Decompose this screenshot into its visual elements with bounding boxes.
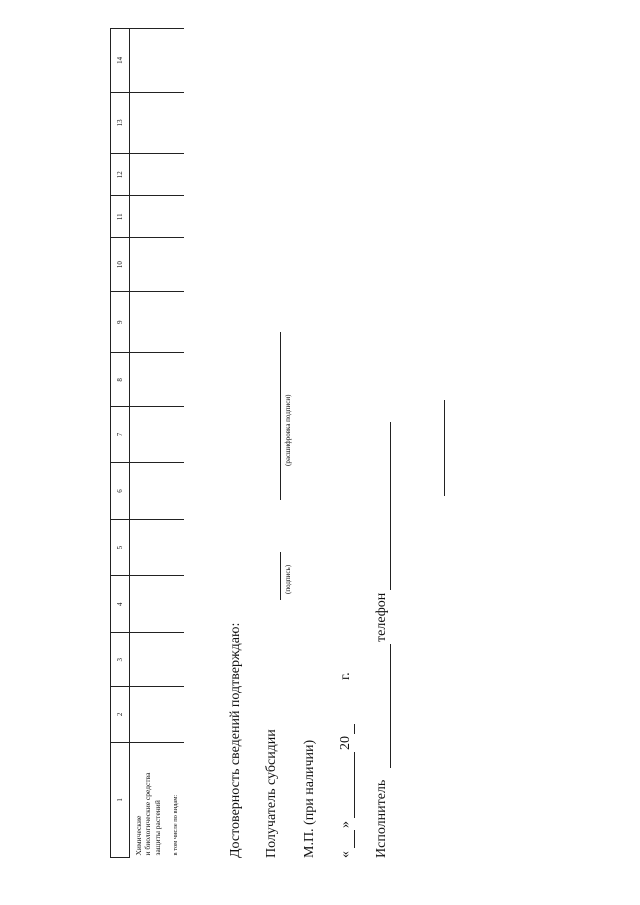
- date-year-suffix: г.: [338, 672, 353, 680]
- column-number-cell: 7: [111, 407, 130, 463]
- subrow-label: в том числе по видам:: [172, 794, 180, 856]
- column-number-cell: 4: [111, 575, 130, 633]
- column-number-cell: 2: [111, 687, 130, 743]
- table-cell: [130, 196, 185, 238]
- table-cell: [130, 92, 185, 154]
- column-number-cell: 10: [111, 238, 130, 292]
- row-label-cell: [130, 742, 185, 857]
- column-number-cell: 13: [111, 92, 130, 154]
- table-cell: [130, 520, 185, 576]
- row-label-line: и биологические средства: [143, 772, 153, 856]
- date-close-quote: »: [338, 821, 353, 828]
- signature-decode-caption: (расшифровка подписи): [284, 394, 292, 466]
- column-number-cell: 5: [111, 520, 130, 576]
- table-cell: [130, 687, 185, 743]
- row-label-line: защиты растений: [152, 800, 162, 856]
- table-cell: [130, 292, 185, 353]
- date-month-line: [354, 752, 355, 818]
- column-number-row: [111, 29, 130, 858]
- table-row: [130, 29, 185, 858]
- row-label-line: Химические: [134, 815, 143, 856]
- recipient-label: Получатель субсидии: [264, 729, 279, 858]
- table-cell: [130, 353, 185, 407]
- date-year-line: [354, 724, 355, 734]
- column-number-cell: 8: [111, 353, 130, 407]
- rotated-form-sheet: [110, 28, 530, 858]
- column-number-cell: 6: [111, 462, 130, 520]
- signature-decode-line: [280, 332, 281, 500]
- date-open-quote: «: [338, 851, 353, 858]
- table-cell: [130, 29, 185, 93]
- column-number-cell: 14: [111, 29, 130, 93]
- column-number-cell: 1: [111, 742, 130, 857]
- certification-heading: Достоверность сведений подтверждаю:: [228, 622, 243, 858]
- executor-label: Исполнитель: [374, 779, 389, 858]
- table-cell: [130, 462, 185, 520]
- date-year-prefix: 20: [338, 736, 353, 750]
- table-cell: [130, 575, 185, 633]
- signature-line: [280, 552, 281, 600]
- phone-line: [390, 422, 391, 590]
- column-number-cell: 3: [111, 633, 130, 687]
- table-cell: [130, 407, 185, 463]
- column-number-cell: 9: [111, 292, 130, 353]
- date-day-line: [354, 830, 355, 848]
- column-number-cell: 11: [111, 196, 130, 238]
- subsidy-table: [110, 28, 184, 858]
- extra-line: [444, 400, 445, 496]
- table-cell: [130, 154, 185, 196]
- executor-line: [390, 644, 391, 768]
- column-number-cell: 12: [111, 154, 130, 196]
- table-cell: [130, 238, 185, 292]
- phone-label: телефон: [374, 592, 389, 642]
- signature-caption: (подпись): [284, 564, 292, 594]
- table-cell: [130, 633, 185, 687]
- stamp-label: М.П. (при наличии): [302, 739, 317, 858]
